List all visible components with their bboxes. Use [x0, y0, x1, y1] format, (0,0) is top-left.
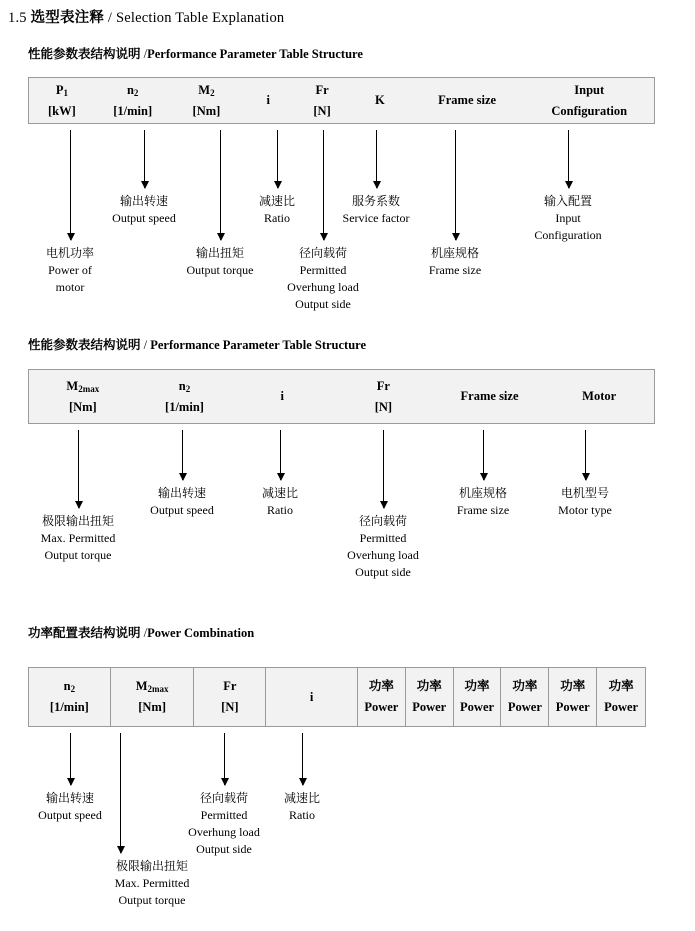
table2-col-i: i [280, 389, 284, 404]
caption-output-speed-3: 输出转速 Output speed [38, 791, 102, 822]
arrow-to-ratio-3 [302, 733, 303, 785]
caption-service-factor: 服务系数 Service factor [342, 194, 410, 225]
arrow-to-service-factor [376, 130, 377, 188]
table2-col-frame-size: Frame size [460, 389, 519, 404]
caption-max-permitted-torque-3: 极限输出扭矩 Max. Permitted Output torque [114, 859, 190, 907]
table3-col-power-4: 功率 Power [501, 668, 549, 726]
table1-col-m2: $M_2$ [Nm] [192, 82, 221, 118]
table3-col-m2max: $M_{2max}$ [Nm] [111, 668, 195, 726]
arrow-to-overhung-load-3 [224, 733, 225, 785]
arrow-to-output-speed-2 [182, 430, 183, 480]
table2-col-fr: Fr [N] [374, 378, 393, 414]
arrow-to-max-permitted-torque-2 [78, 430, 79, 508]
table3-col-power-1: 功率 Power [358, 668, 406, 726]
section-heading-3-cn: 功率配置表结构说明 [28, 626, 141, 640]
section-heading-1-en: Performance Parameter Table Structure [147, 47, 363, 61]
caption-overhung-load-3: 径向载荷 Permitted Overhung load Output side [188, 791, 260, 856]
table2-col-motor: Motor [582, 389, 617, 404]
section-heading-1 [28, 44, 363, 62]
section-heading-1-sep: / [143, 47, 148, 61]
table3-col-power-3: 功率 Power [454, 668, 502, 726]
caption-output-speed-2: 输出转速 Output speed [150, 486, 214, 517]
arrow-to-ratio-2 [280, 430, 281, 480]
arrow-to-output-torque [220, 130, 221, 240]
performance-parameter-table-1 [28, 77, 655, 124]
table1-col-i: i [266, 93, 270, 108]
arrow-to-frame-size-1 [455, 130, 456, 240]
caption-frame-size-1: 机座规格 Frame size [428, 246, 482, 277]
table1-col-frame-size: Frame size [438, 93, 497, 108]
caption-power-of-motor: 电机功率 Power of motor [45, 246, 95, 294]
table3-col-n2: $n_2$ [1/min] [29, 668, 111, 726]
caption-overhung-load-1: 径向载荷 Permitted Overhung load Output side [287, 246, 359, 311]
arrow-to-input-configuration [568, 130, 569, 188]
caption-output-speed-1: 输出转速 Output speed [112, 194, 176, 225]
section-heading-3 [28, 623, 254, 641]
arrow-to-max-permitted-torque-3 [120, 733, 121, 853]
section-heading-2-en: Performance Parameter Table Structure [150, 338, 367, 352]
caption-ratio-3: 减速比 Ratio [283, 791, 321, 822]
page-title-cn: 选型表注释 [30, 10, 105, 26]
table1-col-p1: $P_1$ [kW] [48, 82, 76, 118]
performance-parameter-table-2 [28, 369, 655, 424]
section-heading-3-sep: / [143, 626, 148, 640]
table1-col-k: K [375, 93, 385, 108]
section-heading-3-en: Power Combination [147, 626, 255, 640]
table2-col-m2max: $M_{2max}$ [Nm] [66, 378, 100, 414]
table1-col-n2: $n_2$ [1/min] [113, 82, 153, 118]
table1-col-fr: Fr [N] [313, 82, 331, 118]
arrow-to-output-speed-1 [144, 130, 145, 188]
caption-input-configuration: 输入配置 Input Configuration [534, 194, 602, 242]
arrow-to-motor-type [585, 430, 586, 480]
table1-col-input-configuration: Input Configuration [551, 82, 628, 118]
table3-col-power-6: 功率 Power [604, 679, 639, 714]
arrow-to-ratio-1 [277, 130, 278, 188]
table3-col-fr: Fr [N] [194, 668, 266, 726]
table3-col-power-5: 功率 Power [549, 668, 597, 726]
table3-col-power-2: 功率 Power [406, 668, 454, 726]
page-title-en: Selection Table Explanation [115, 10, 285, 26]
caption-overhung-load-2: 径向载荷 Permitted Overhung load Output side [347, 514, 419, 579]
section-heading-2 [28, 335, 366, 353]
section-heading-1-cn: 性能参数表结构说明 [28, 47, 141, 61]
title-separator: / [107, 10, 113, 26]
arrow-to-frame-size-2 [483, 430, 484, 480]
caption-motor-type: 电机型号 Motor type [558, 486, 612, 517]
page-title [8, 6, 284, 27]
section-number: 1.5 [8, 10, 27, 26]
section-heading-2-cn: 性能参数表结构说明 [28, 338, 141, 352]
caption-max-permitted-torque-2: 极限输出扭矩 Max. Permitted Output torque [40, 514, 116, 562]
arrow-to-overhung-load-2 [383, 430, 384, 508]
arrow-to-power-of-motor [70, 130, 71, 240]
arrow-to-overhung-load-1 [323, 130, 324, 240]
caption-frame-size-2: 机座规格 Frame size [456, 486, 510, 517]
section-heading-2-sep: / [143, 338, 148, 352]
power-combination-table [28, 667, 646, 727]
caption-ratio-2: 减速比 Ratio [261, 486, 299, 517]
arrow-to-output-speed-3 [70, 733, 71, 785]
table2-col-n2: $n_2$ [1/min] [165, 378, 204, 414]
caption-ratio-1: 减速比 Ratio [258, 194, 296, 225]
caption-output-torque: 输出扭矩 Output torque [186, 246, 254, 277]
table3-col-i: i [266, 668, 358, 726]
